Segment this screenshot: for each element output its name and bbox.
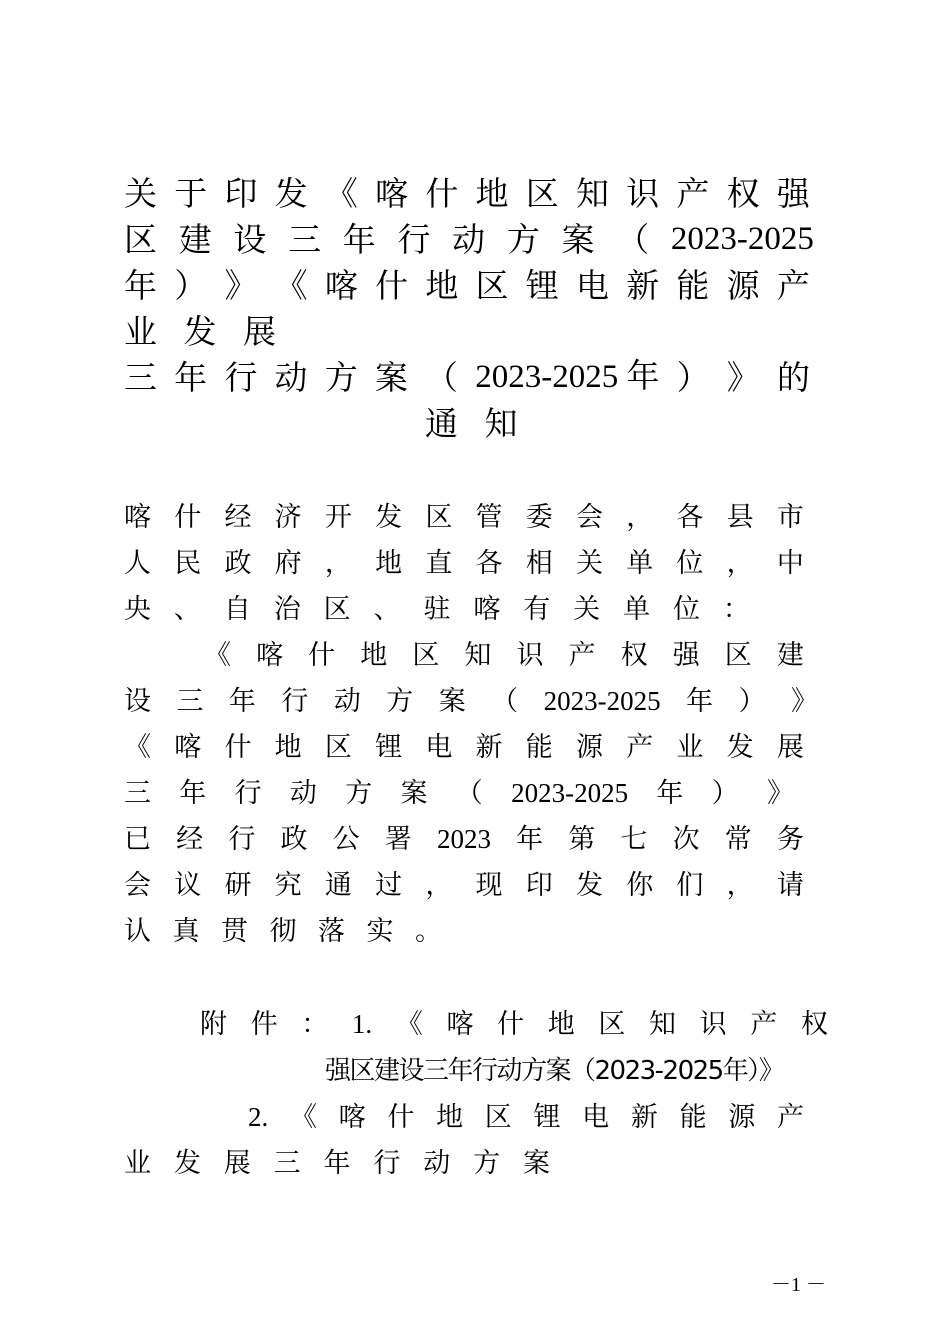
text-token: 区 [124,220,157,259]
text-token: 过 [375,870,403,901]
text-token: 区 [724,640,752,671]
text-token: 地 [360,640,388,671]
text-token: 能 [679,1102,707,1133]
text-token: 落 [318,916,345,947]
text-token: 锂 [533,1102,561,1133]
text-token: 产 [568,640,596,671]
text-token: 发 [274,174,308,213]
text-token: 于 [174,174,208,213]
text-token: 区 [475,266,509,305]
text-token: 知 [649,1009,677,1040]
text-token: 《 [124,732,151,763]
body-line-4 [204,642,804,669]
text-token: 能 [525,732,553,763]
text-token: 。 [415,916,442,947]
text-token: 会 [124,870,151,901]
text-token: 彻 [269,916,297,947]
text-token: 识 [699,1009,727,1040]
text-token: 2023-2025 [511,778,629,808]
text-token: 业 [676,732,704,763]
text-token: 印 [224,174,258,213]
text-token: 次 [672,824,700,855]
text-token: 产 [776,1102,804,1133]
text-token: 发 [726,732,754,763]
text-token: 《 [324,174,358,213]
text-token: 区 [323,594,351,625]
text-token: 电 [575,266,609,305]
text-token: 县 [726,502,754,533]
text-token: 产 [776,266,810,305]
text-token: 知 [464,640,492,671]
text-token: 请 [776,870,804,901]
text-token: 件 [250,1009,278,1040]
text-token: （ [425,358,459,397]
text-token: 贯 [221,916,248,947]
text-token: 相 [525,548,553,579]
text-token: 展 [776,732,804,763]
text-token: 电 [425,732,453,763]
text-token: 年 [179,778,207,809]
text-token: 识 [516,640,544,671]
text-token: 年 [124,266,157,305]
text-token: 案 [400,778,428,809]
text-token: 案 [561,220,595,259]
text-token: 2023-2025 年 [475,359,660,395]
body-line-3 [124,596,750,623]
text-token: 委 [525,502,553,533]
text-token: （ [491,686,519,717]
body-line-1 [124,504,804,531]
text-token: 济 [274,502,302,533]
text-token: 通 [324,870,352,901]
text-token: 务 [776,824,804,855]
text-token: 产 [750,1009,778,1040]
body-line-7 [124,780,794,807]
text-token: 印 [525,870,553,901]
text-token: 动 [333,686,361,717]
title-line-2 [124,220,814,259]
text-token: 署 [384,824,412,855]
text-token: （ [455,778,483,809]
text-token: 真 [172,916,200,947]
text-token: 经 [224,502,252,533]
title-line-5 [124,358,810,397]
text-token: 各 [676,502,704,533]
text-token: 自 [223,594,251,625]
text-token: 什 [387,1102,415,1133]
text-token: 区 [412,640,440,671]
text-token: 地 [547,1009,575,1040]
text-token: 三 [124,778,151,809]
text-token: 地 [436,1102,464,1133]
text-token: 现 [475,870,503,901]
text-token: 地 [475,174,509,213]
text-token: 区 [525,174,559,213]
body-line-5 [124,688,818,715]
text-token: 源 [575,732,603,763]
text-token: 设 [124,686,151,717]
text-token: 喀 [256,640,284,671]
text-token: 行 [228,824,256,855]
text-token: 的 [776,358,810,397]
text-token: 建 [776,640,804,671]
text-token: 、 [173,594,201,625]
text-token: ， [726,870,754,901]
text-token: 年 [656,778,684,809]
text-token: 什 [224,732,252,763]
text-token: 动 [452,220,486,259]
text-token: 七 [620,824,648,855]
text-token: 《 [395,1009,423,1040]
text-token: 行 [397,220,431,259]
text-token: 有 [523,594,551,625]
text-token: 区 [425,502,453,533]
text-token: 发 [575,870,603,901]
text-token: 年 [686,686,714,717]
text-token: 关 [575,548,603,579]
text-token: ， [726,548,754,579]
text-token: 喀 [324,266,358,305]
text-token: 案 [523,1148,550,1179]
text-token: 《 [274,266,308,305]
text-token: 产 [676,174,710,213]
text-token: 新 [630,1102,658,1133]
text-token: 行 [373,1148,401,1179]
text-token: 央 [124,594,151,625]
text-token: 方 [386,686,414,717]
text-token: 民 [174,548,202,579]
text-token: 2023-2025 [670,221,814,257]
text-token: 动 [289,778,317,809]
text-token: 喀 [338,1102,366,1133]
title-line-3 [124,266,810,305]
text-token: ， [425,870,453,901]
text-token: ： [301,1009,329,1040]
text-token: 》 [790,686,818,717]
title-line-4: 业 发 展 [124,312,284,351]
text-token: 1. [351,1009,373,1039]
text-token: 政 [280,824,308,855]
text-token: 展 [223,1148,251,1179]
text-token: 区 [324,732,352,763]
body-line-8 [124,826,804,853]
text-token: 知 [575,174,609,213]
text-token: 人 [124,548,151,579]
body-line-6 [124,734,804,761]
text-token: 区 [598,1009,626,1040]
text-token: 源 [728,1102,756,1133]
text-token: 强 [672,640,700,671]
text-token: 研 [224,870,252,901]
text-token: 各 [475,548,503,579]
text-token: 强 [776,174,810,213]
text-token: 开 [324,502,352,533]
text-token: 经 [176,824,204,855]
text-token: ， [626,502,654,533]
attachment-line-3 [248,1104,804,1131]
text-token: 治 [273,594,301,625]
text-token: 方 [473,1148,501,1179]
text-token: 方 [506,220,540,259]
text-token: 电 [582,1102,610,1133]
text-token: 》 [224,266,258,305]
attachment-line-4 [124,1150,550,1177]
text-token: 行 [234,778,262,809]
text-token: 年 [228,686,256,717]
body-line-2 [124,550,804,577]
text-token: 单 [626,548,654,579]
text-token: 关 [573,594,601,625]
text-token: 《 [204,640,231,671]
text-token: 中 [776,548,804,579]
text-token: 《 [289,1102,317,1133]
body-line-9 [124,872,804,899]
text-token: 权 [620,640,648,671]
text-token: 什 [174,502,202,533]
text-token: 新 [626,266,660,305]
text-token: 位 [672,594,700,625]
text-token: 政 [224,548,252,579]
text-token: 地 [274,732,302,763]
text-token: ， [324,548,352,579]
text-token: 方 [345,778,373,809]
title-line-1 [124,174,810,213]
title-line-6: 通 知 [425,404,526,443]
text-token: 地 [425,266,459,305]
attachment-line-2: 强区建设三年行动方案（2023-2025年）》 [325,1056,784,1086]
text-token: 动 [274,358,308,397]
body-line-10 [124,918,442,945]
text-token: 动 [423,1148,451,1179]
text-token: 设 [233,220,267,259]
text-token: 究 [274,870,302,901]
text-token: 、 [373,594,401,625]
text-token: 实 [366,916,394,947]
text-token: ） [738,686,766,717]
text-token: 喀 [375,174,409,213]
text-token: 2. [248,1102,269,1132]
text-token: ） [174,266,208,305]
text-token: 年 [323,1148,351,1179]
text-token: 管 [475,502,503,533]
text-token: 府 [274,548,302,579]
text-token: 公 [332,824,360,855]
text-token: 源 [726,266,760,305]
text-token: 喀 [446,1009,474,1040]
text-token: 认 [124,916,151,947]
text-token: 们 [676,870,704,901]
text-token: ： [722,594,750,625]
text-token: 建 [178,220,212,259]
text-token: 行 [281,686,309,717]
text-token: 年 [516,824,544,855]
text-token: 案 [374,358,408,397]
text-token: 新 [475,732,503,763]
text-token: 》 [726,358,760,397]
text-token: 区 [484,1102,512,1133]
text-token: 喀 [473,594,501,625]
text-token: 案 [438,686,466,717]
text-token: 权 [726,174,760,213]
text-token: 会 [575,502,603,533]
text-token: 能 [676,266,710,305]
text-token: 已 [124,824,151,855]
text-token: 方 [324,358,358,397]
text-token: 行 [224,358,258,397]
text-token: 三 [273,1148,301,1179]
text-token: 市 [776,502,804,533]
text-token: 发 [173,1148,201,1179]
page-number: －1 － [771,1274,826,1296]
text-token: 三 [124,358,157,397]
text-token: 》 [766,778,794,809]
text-token: 三 [176,686,204,717]
text-token: 你 [626,870,654,901]
text-token: ） [676,358,710,397]
text-token: 议 [174,870,202,901]
text-token: 直 [425,548,453,579]
text-token: ） [711,778,739,809]
text-token: 识 [626,174,660,213]
text-token: （ [616,220,650,259]
text-token: 第 [568,824,596,855]
text-token: 驻 [423,594,451,625]
attachment-line-1 [200,1011,828,1038]
text-token: 2023-2025 [543,686,661,716]
text-token: 三 [288,220,322,259]
text-token: 什 [425,174,459,213]
text-token: 位 [676,548,704,579]
text-token: 地 [375,548,403,579]
text-token: 喀 [174,732,202,763]
text-token: 什 [375,266,409,305]
text-token: 附 [200,1009,227,1040]
text-token: 锂 [525,266,559,305]
text-token: 常 [724,824,752,855]
text-token: 业 [124,1148,151,1179]
text-token: 关 [124,174,157,213]
text-token: 什 [497,1009,525,1040]
text-token: 单 [623,594,651,625]
text-token: 发 [375,502,403,533]
text-token: 年 [342,220,376,259]
text-token: 锂 [375,732,403,763]
text-token: 什 [308,640,336,671]
text-token: 2023 [436,824,491,854]
text-token: 产 [626,732,654,763]
text-token: 喀 [124,502,151,533]
text-token: 权 [800,1009,828,1040]
text-token: 年 [174,358,208,397]
